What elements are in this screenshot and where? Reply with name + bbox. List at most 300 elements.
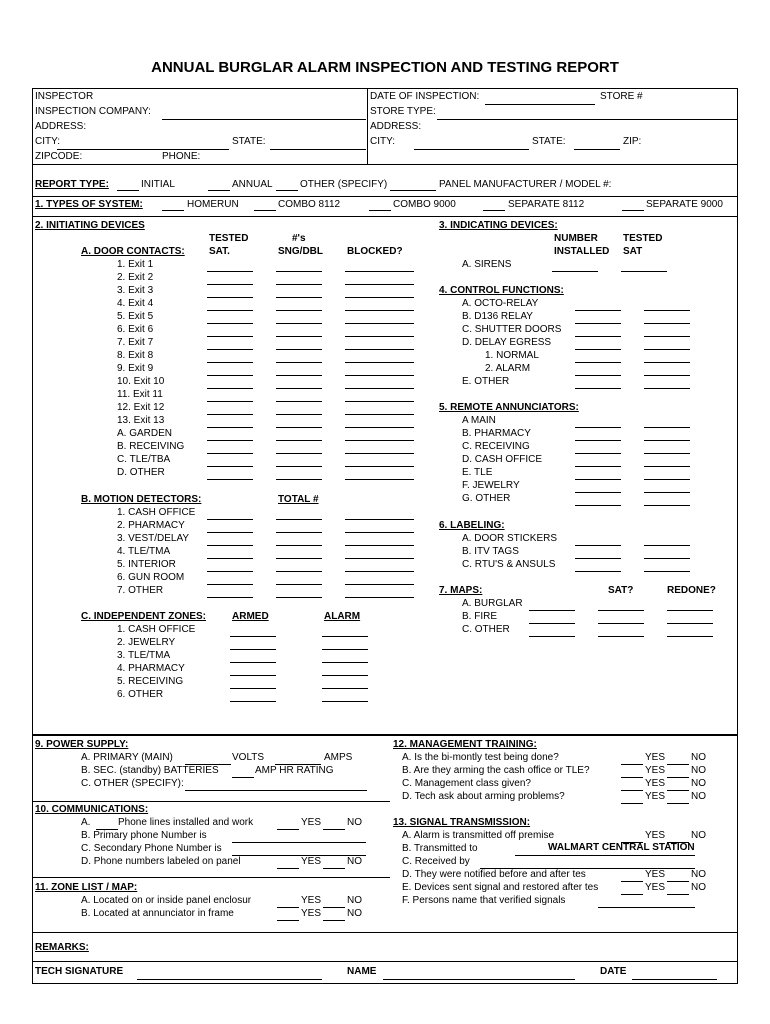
remote-annunciator-field-2[interactable] — [644, 440, 690, 441]
door-contact-field-3[interactable] — [345, 427, 414, 428]
comms-a-text: Phone lines installed and work — [118, 817, 254, 828]
motion-detector-field-1[interactable] — [207, 519, 253, 520]
independent-zone-field-2[interactable] — [322, 636, 368, 637]
mgmt-a-no-line[interactable] — [667, 764, 689, 765]
motion-detector-field-2[interactable] — [276, 571, 322, 572]
independent-zone-item: 5. RECEIVING — [117, 676, 184, 687]
power-primary: A. PRIMARY (MAIN) — [81, 752, 173, 763]
signal-d-no: NO — [691, 869, 706, 880]
zone-list-a-yes: YES — [301, 895, 322, 906]
mgmt-b-yes-line[interactable] — [621, 777, 643, 778]
panel-manufacturer-label: PANEL MANUFACTURER / MODEL #: — [439, 179, 612, 190]
labeling-field-2[interactable] — [644, 545, 690, 546]
motion-detector-field-1[interactable] — [207, 584, 253, 585]
tech-signature-label: TECH SIGNATURE — [35, 966, 124, 977]
signal-a-text: A. Alarm is transmitted off premise — [402, 830, 555, 841]
mgmt-c-text: C. Management class given? — [402, 778, 531, 789]
mgmt-c-yes-line[interactable] — [621, 790, 643, 791]
map-field-1[interactable] — [529, 623, 575, 624]
separate8112-checkbox-line[interactable] — [483, 210, 505, 211]
door-contact-field-1[interactable] — [207, 310, 253, 311]
door-contact-field-1[interactable] — [207, 375, 253, 376]
signal-e-yes: YES — [645, 882, 666, 893]
independent-zones-label: C. INDEPENDENT ZONES: — [81, 611, 207, 622]
date-of-inspection-field[interactable] — [485, 104, 595, 105]
control-function-item: B. D136 RELAY — [462, 311, 533, 322]
door-contact-field-2[interactable] — [276, 336, 322, 337]
report-type-label: REPORT TYPE: — [35, 179, 109, 190]
motion-total-header: TOTAL # — [278, 494, 319, 505]
zone-list-b-no: NO — [347, 908, 362, 919]
signal-a-no: NO — [691, 830, 706, 841]
door-contact-field-1[interactable] — [207, 297, 253, 298]
zone-list-a-no-line[interactable] — [323, 907, 345, 908]
combo8112-checkbox-line[interactable] — [254, 210, 276, 211]
labeling-item: C. RTU'S & ANSULS — [462, 559, 556, 570]
store-number-label: STORE # — [600, 91, 643, 102]
independent-zone-item: 4. PHARMACY — [117, 663, 185, 674]
maps-sat-header: SAT? — [608, 585, 634, 596]
col-tested-header: TESTED — [209, 233, 249, 244]
motion-detector-field-3[interactable] — [345, 545, 414, 546]
labeling-item: A. DOOR STICKERS — [462, 533, 558, 544]
remote-annunciator-field-1[interactable] — [575, 505, 621, 506]
motion-detector-field-1[interactable] — [207, 571, 253, 572]
independent-zone-field-1[interactable] — [230, 688, 276, 689]
independent-zone-field-2[interactable] — [322, 701, 368, 702]
power-secondary: B. SEC. (standby) BATTERIES — [81, 765, 219, 776]
door-contact-field-2[interactable] — [276, 479, 322, 480]
maps-title: 7. MAPS: — [439, 585, 483, 596]
door-contact-field-1[interactable] — [207, 271, 253, 272]
verified-signals-field[interactable] — [598, 907, 695, 908]
door-contact-field-2[interactable] — [276, 271, 322, 272]
zone-list-b-yes-line[interactable] — [277, 920, 299, 921]
motion-detector-field-1[interactable] — [207, 597, 253, 598]
management-training-title: 12. MANAGEMENT TRAINING: — [393, 739, 537, 750]
door-contact-field-2[interactable] — [276, 362, 322, 363]
door-contact-field-3[interactable] — [345, 440, 414, 441]
zone-list-b-text: B. Located at annunciator in frame — [81, 908, 234, 919]
remote-annunciator-field-1[interactable] — [575, 440, 621, 441]
control-function-field-1[interactable] — [575, 323, 621, 324]
map-field-1[interactable] — [529, 610, 575, 611]
door-contact-item: 13. Exit 13 — [117, 415, 165, 426]
remote-annunciator-field-2[interactable] — [644, 479, 690, 480]
zone-list-b-no-line[interactable] — [323, 920, 345, 921]
primary-phone-field[interactable] — [232, 842, 366, 843]
control-function-item: 2. ALARM — [485, 363, 531, 374]
motion-detectors-label: B. MOTION DETECTORS: — [81, 494, 202, 505]
comms-a-no-line[interactable] — [323, 829, 345, 830]
door-contact-field-1[interactable] — [207, 362, 253, 363]
separate9000-option: SEPARATE 9000 — [646, 199, 723, 210]
motion-detector-field-2[interactable] — [276, 545, 322, 546]
motion-detector-field-2[interactable] — [276, 597, 322, 598]
homerun-checkbox-line[interactable] — [162, 210, 184, 211]
door-contact-field-3[interactable] — [345, 349, 414, 350]
mgmt-b-no-line[interactable] — [667, 777, 689, 778]
independent-zone-field-1[interactable] — [230, 636, 276, 637]
remarks-label: REMARKS: — [35, 942, 89, 953]
date-field[interactable] — [632, 979, 717, 980]
transmitted-to-field[interactable] — [515, 855, 695, 856]
state2-field[interactable] — [574, 149, 620, 150]
independent-zone-field-1[interactable] — [230, 662, 276, 663]
independent-zone-field-1[interactable] — [230, 675, 276, 676]
door-contact-item: 8. Exit 8 — [117, 350, 154, 361]
sirens-number-field[interactable] — [552, 271, 598, 272]
signal-e-yes-line[interactable] — [621, 894, 643, 895]
control-function-field-1[interactable] — [575, 375, 621, 376]
signal-d-yes: YES — [645, 869, 666, 880]
motion-detector-field-2[interactable] — [276, 584, 322, 585]
door-contact-field-1[interactable] — [207, 427, 253, 428]
control-function-field-2[interactable] — [644, 310, 690, 311]
control-function-field-2[interactable] — [644, 362, 690, 363]
control-function-field-1[interactable] — [575, 349, 621, 350]
control-function-item: D. DELAY EGRESS — [462, 337, 552, 348]
labeling-field-1[interactable] — [575, 571, 621, 572]
signal-e-no-line[interactable] — [667, 894, 689, 895]
amps-label: AMPS — [324, 752, 353, 763]
motion-detector-field-1[interactable] — [207, 558, 253, 559]
store-type-field[interactable] — [437, 119, 737, 120]
state-label: STATE: — [232, 136, 266, 147]
remarks-top-rule — [32, 932, 738, 933]
independent-zone-field-2[interactable] — [322, 662, 368, 663]
store-type-label: STORE TYPE: — [370, 106, 436, 117]
remote-annunciator-field-2[interactable] — [644, 505, 690, 506]
other-specify-field[interactable] — [390, 190, 436, 191]
door-contact-field-2[interactable] — [276, 375, 322, 376]
col-sngdbl-header: SNG/DBL — [278, 246, 323, 257]
mgmt-b-no: NO — [691, 765, 706, 776]
door-contact-field-2[interactable] — [276, 284, 322, 285]
volts-label: VOLTS — [232, 752, 265, 763]
remote-annunciator-item: F. JEWELRY — [462, 480, 520, 491]
zone-list-a-text: A. Located on or inside panel enclosur — [81, 895, 252, 906]
motion-detector-item: 6. GUN ROOM — [117, 572, 185, 583]
tech-signature-field[interactable] — [137, 979, 322, 980]
door-contact-item: 2. Exit 2 — [117, 272, 154, 283]
remote-annunciator-item: E. TLE — [462, 467, 493, 478]
comms-c-text: C. Secondary Phone Number is — [81, 843, 222, 854]
remote-annunciator-field-2[interactable] — [644, 453, 690, 454]
independent-zone-field-2[interactable] — [322, 649, 368, 650]
door-contact-field-2[interactable] — [276, 323, 322, 324]
door-contacts-label: A. DOOR CONTACTS: — [81, 246, 185, 257]
remote-annunciator-field-1[interactable] — [575, 453, 621, 454]
door-contact-item: 4. Exit 4 — [117, 298, 154, 309]
power-other: C. OTHER (SPECIFY): — [81, 778, 184, 789]
annual-checkbox-line[interactable] — [208, 190, 230, 191]
door-contact-field-1[interactable] — [207, 388, 253, 389]
control-function-field-2[interactable] — [644, 388, 690, 389]
door-contact-item: 5. Exit 5 — [117, 311, 154, 322]
date-of-inspection-label: DATE OF INSPECTION: — [370, 91, 480, 102]
city2-field[interactable] — [414, 149, 529, 150]
zip2-label: ZIP: — [623, 136, 642, 147]
door-contact-field-1[interactable] — [207, 479, 253, 480]
labeling-field-2[interactable] — [644, 558, 690, 559]
door-contact-field-2[interactable] — [276, 414, 322, 415]
signal-f-text: F. Persons name that verified signals — [402, 895, 566, 906]
door-contact-item: 3. Exit 3 — [117, 285, 154, 296]
initial-checkbox-line[interactable] — [117, 190, 139, 191]
door-contact-item: C. TLE/TBA — [117, 454, 171, 465]
signal-d-no-line[interactable] — [667, 881, 689, 882]
signal-e-text: E. Devices sent signal and restored after tes — [402, 882, 599, 893]
door-contact-field-1[interactable] — [207, 401, 253, 402]
annual-option: ANNUAL — [232, 179, 273, 190]
door-contact-item: B. RECEIVING — [117, 441, 185, 452]
map-field-2[interactable] — [598, 636, 644, 637]
remote-annunciators-title: 5. REMOTE ANNUNCIATORS: — [439, 402, 579, 413]
mgmt-d-yes: YES — [645, 791, 666, 802]
remote-annunciator-field-2[interactable] — [644, 466, 690, 467]
motion-detector-field-2[interactable] — [276, 558, 322, 559]
system-type-rule — [32, 216, 738, 217]
sirens-tested-field[interactable] — [621, 271, 667, 272]
control-function-item: A. OCTO-RELAY — [462, 298, 539, 309]
map-field-3[interactable] — [667, 636, 713, 637]
control-function-field-1[interactable] — [575, 310, 621, 311]
control-function-field-1[interactable] — [575, 336, 621, 337]
door-contact-field-3[interactable] — [345, 401, 414, 402]
door-contact-field-2[interactable] — [276, 297, 322, 298]
control-function-field-1[interactable] — [575, 388, 621, 389]
door-contact-field-3[interactable] — [345, 466, 414, 467]
map-field-2[interactable] — [598, 623, 644, 624]
labeling-field-1[interactable] — [575, 545, 621, 546]
control-function-item: C. SHUTTER DOORS — [462, 324, 562, 335]
door-contact-item: 9. Exit 9 — [117, 363, 154, 374]
door-contact-item: 11. Exit 11 — [117, 389, 163, 400]
signal-b-text: B. Transmitted to — [402, 843, 478, 854]
remote-annunciator-item: C. RECEIVING — [462, 441, 530, 452]
mgmt-a-no: NO — [691, 752, 706, 763]
state2-label: STATE: — [532, 136, 566, 147]
mgmt-a-yes: YES — [645, 752, 666, 763]
signal-c-text: C. Received by — [402, 856, 470, 867]
door-contact-field-3[interactable] — [345, 453, 414, 454]
door-contact-field-2[interactable] — [276, 401, 322, 402]
door-contact-field-3[interactable] — [345, 362, 414, 363]
door-contact-field-1[interactable] — [207, 336, 253, 337]
independent-zone-item: 2. JEWELRY — [117, 637, 176, 648]
remarks-rule — [32, 961, 738, 962]
power-supply-title: 9. POWER SUPPLY: — [35, 739, 129, 750]
secondary-phone-field[interactable] — [232, 855, 366, 856]
door-contact-field-2[interactable] — [276, 310, 322, 311]
initiating-devices-title: 2. INITIATING DEVICES — [35, 220, 145, 231]
control-function-field-2[interactable] — [644, 375, 690, 376]
zone-list-a-yes-line[interactable] — [277, 907, 299, 908]
power-other-field[interactable] — [185, 790, 367, 791]
map-item: B. FIRE — [462, 611, 498, 622]
motion-detector-field-3[interactable] — [345, 584, 414, 585]
mgmt-d-yes-line[interactable] — [621, 803, 643, 804]
signal-d-yes-line[interactable] — [621, 881, 643, 882]
maps-redone-header: REDONE? — [667, 585, 716, 596]
comms-d-no-line[interactable] — [323, 868, 345, 869]
mgmt-c-no: NO — [691, 778, 706, 789]
door-contact-field-1[interactable] — [207, 466, 253, 467]
labeling-title: 6. LABELING: — [439, 520, 505, 531]
door-contact-field-1[interactable] — [207, 284, 253, 285]
door-contact-field-3[interactable] — [345, 284, 414, 285]
report-title: ANNUAL BURGLAR ALARM INSPECTION AND TESTING REPORT — [151, 59, 619, 76]
door-contact-field-3[interactable] — [345, 479, 414, 480]
door-contact-field-3[interactable] — [345, 336, 414, 337]
map-field-3[interactable] — [667, 623, 713, 624]
remote-annunciator-field-1[interactable] — [575, 466, 621, 467]
map-field-3[interactable] — [667, 610, 713, 611]
mgmt-c-yes: YES — [645, 778, 666, 789]
door-contact-field-3[interactable] — [345, 375, 414, 376]
independent-zone-item: 1. CASH OFFICE — [117, 624, 196, 635]
amp-hr-field[interactable] — [232, 777, 254, 778]
motion-detector-item: 4. TLE/TMA — [117, 546, 171, 557]
remote-annunciator-field-1[interactable] — [575, 479, 621, 480]
independent-zone-item: 6. OTHER — [117, 689, 164, 700]
comms-a-yes: YES — [301, 817, 322, 828]
name-label: NAME — [347, 966, 377, 977]
remote-annunciator-item: D. CASH OFFICE — [462, 454, 543, 465]
independent-zone-field-2[interactable] — [322, 675, 368, 676]
motion-detector-field-3[interactable] — [345, 558, 414, 559]
address-label: ADDRESS: — [35, 121, 87, 132]
comms-a-yes-line[interactable] — [277, 829, 299, 830]
city-field[interactable] — [57, 149, 229, 150]
mgmt-a-yes-line[interactable] — [621, 764, 643, 765]
door-contact-field-2[interactable] — [276, 440, 322, 441]
zones-armed-header: ARMED — [232, 611, 269, 622]
remote-annunciator-item: A MAIN — [462, 415, 496, 426]
motion-detector-field-3[interactable] — [345, 532, 414, 533]
separate9000-checkbox-line[interactable] — [622, 210, 644, 211]
signal-transmission-title: 13. SIGNAL TRANSMISSION: — [393, 817, 531, 828]
comms-rule — [32, 801, 390, 802]
remote-annunciator-field-1[interactable] — [575, 427, 621, 428]
door-contact-field-2[interactable] — [276, 349, 322, 350]
motion-detector-item: 1. CASH OFFICE — [117, 507, 196, 518]
motion-detector-field-3[interactable] — [345, 571, 414, 572]
col-sat-header: SAT. — [209, 246, 230, 257]
motion-detector-field-2[interactable] — [276, 519, 322, 520]
door-contact-field-3[interactable] — [345, 310, 414, 311]
inspector-label: INSPECTOR — [35, 91, 94, 102]
header-divider — [367, 88, 368, 164]
door-contact-field-1[interactable] — [207, 323, 253, 324]
city2-label: CITY: — [370, 136, 396, 147]
types-of-system-label: 1. TYPES OF SYSTEM: — [35, 199, 143, 210]
motion-detector-item: 7. OTHER — [117, 585, 164, 596]
door-contact-field-1[interactable] — [207, 349, 253, 350]
separate8112-option: SEPARATE 8112 — [508, 199, 585, 210]
motion-detector-item: 3. VEST/DELAY — [117, 533, 190, 544]
remote-annunciator-field-2[interactable] — [644, 427, 690, 428]
door-contact-field-1[interactable] — [207, 453, 253, 454]
independent-zone-field-2[interactable] — [322, 688, 368, 689]
mgmt-c-no-line[interactable] — [667, 790, 689, 791]
door-contact-field-2[interactable] — [276, 427, 322, 428]
section-divider — [32, 734, 738, 736]
door-contact-field-2[interactable] — [276, 466, 322, 467]
map-field-2[interactable] — [598, 610, 644, 611]
transmitted-to-value: WALMART CENTRAL STATION — [548, 842, 695, 853]
mgmt-b-text: B. Are they arming the cash office or TLE? — [402, 765, 590, 776]
motion-detector-field-1[interactable] — [207, 545, 253, 546]
motion-detector-field-1[interactable] — [207, 532, 253, 533]
comms-d-yes-line[interactable] — [277, 868, 299, 869]
remote-annunciator-field-2[interactable] — [644, 492, 690, 493]
comms-a-prefix: A. — [81, 817, 91, 828]
comms-a-no: NO — [347, 817, 362, 828]
comms-b-text: B. Primary phone Number is — [81, 830, 207, 841]
motion-detector-field-2[interactable] — [276, 532, 322, 533]
motion-detector-field-3[interactable] — [345, 519, 414, 520]
map-field-1[interactable] — [529, 636, 575, 637]
door-contact-field-3[interactable] — [345, 271, 414, 272]
state-field[interactable] — [270, 149, 366, 150]
control-function-field-2[interactable] — [644, 336, 690, 337]
door-contact-field-3[interactable] — [345, 297, 414, 298]
door-contact-item: 12. Exit 12 — [117, 402, 165, 413]
independent-zone-field-1[interactable] — [230, 649, 276, 650]
door-contact-field-2[interactable] — [276, 453, 322, 454]
labeling-item: B. ITV TAGS — [462, 546, 519, 557]
control-function-field-1[interactable] — [575, 362, 621, 363]
door-contact-item: 1. Exit 1 — [117, 259, 154, 270]
door-contact-field-2[interactable] — [276, 388, 322, 389]
labeling-field-1[interactable] — [575, 558, 621, 559]
remote-annunciator-field-1[interactable] — [575, 492, 621, 493]
report-type-rule — [32, 196, 738, 197]
other-checkbox-line[interactable] — [276, 190, 298, 191]
col-number-header: NUMBER — [554, 233, 598, 244]
zipcode-label: ZIPCODE: — [35, 151, 83, 162]
inspection-company-field[interactable] — [162, 119, 366, 120]
control-function-item: E. OTHER — [462, 376, 510, 387]
door-contact-field-1[interactable] — [207, 440, 253, 441]
control-function-field-2[interactable] — [644, 349, 690, 350]
motion-detector-item: 2. PHARMACY — [117, 520, 185, 531]
mgmt-b-yes: YES — [645, 765, 666, 776]
independent-zone-field-1[interactable] — [230, 701, 276, 702]
door-contact-field-1[interactable] — [207, 414, 253, 415]
mgmt-d-no-line[interactable] — [667, 803, 689, 804]
name-field[interactable] — [383, 979, 575, 980]
door-contact-field-3[interactable] — [345, 388, 414, 389]
mgmt-d-text: D. Tech ask about arming problems? — [402, 791, 565, 802]
door-contact-item: 10. Exit 10 — [117, 376, 165, 387]
control-function-field-2[interactable] — [644, 323, 690, 324]
signal-d-text: D. They were notified before and after tes — [402, 869, 586, 880]
door-contact-field-3[interactable] — [345, 414, 414, 415]
zone-list-title: 11. ZONE LIST / MAP: — [35, 882, 138, 893]
door-contact-item: A. GARDEN — [117, 428, 173, 439]
combo8112-option: COMBO 8112 — [278, 199, 341, 210]
labeling-field-2[interactable] — [644, 571, 690, 572]
door-contact-field-3[interactable] — [345, 323, 414, 324]
initial-option: INITIAL — [141, 179, 175, 190]
combo9000-checkbox-line[interactable] — [369, 210, 391, 211]
motion-detector-item: 5. INTERIOR — [117, 559, 176, 570]
motion-detector-field-3[interactable] — [345, 597, 414, 598]
zonelist-rule — [32, 877, 390, 878]
